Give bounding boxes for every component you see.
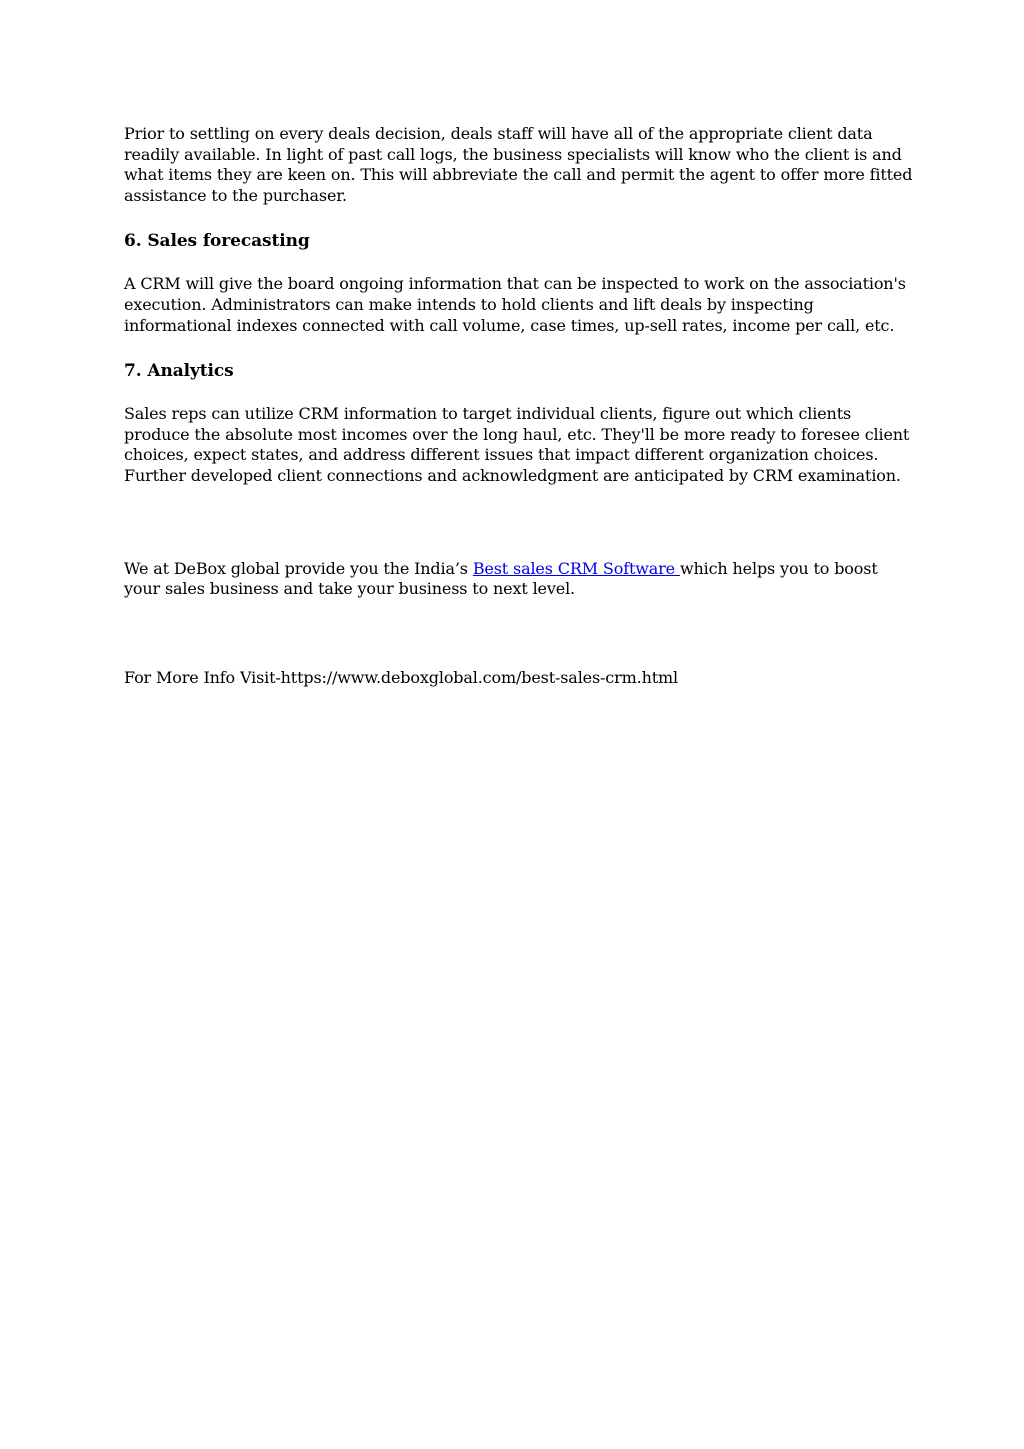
- sales-forecasting-paragraph: A CRM will give the board ongoing information that can be inspected to work on the association's execution. Administrators can make intends to hold clients and lift deals by inspecting informational indexes connected with call volume, case times, up-sell rates, income per call, etc.: [124, 274, 906, 335]
- analytics-paragraph: Sales reps can utilize CRM information to target individual clients, figure out which clients produce the absolute most incomes over the long haul, etc. They'll be more ready to foresee client choices, expect states, and address different issues that impact different organization choices. Further developed client connections and acknowledgment are anticipated by CRM examination.: [124, 404, 910, 485]
- sales-forecasting-heading: 6. Sales forecasting: [124, 231, 310, 252]
- intro-paragraph: Prior to settling on every deals decision, deals staff will have all of the appropriate client data readily available. In light of past call logs, the business specialists will know who the client is and what items they are keen on. This will abbreviate the call and permit the agent to offer more fitted assistance to the purchaser.: [124, 124, 913, 205]
- promo-text-before-link: We at DeBox global provide you the India’s: [124, 558, 473, 578]
- document-page: [124, 124, 914, 688]
- promo-text-after-link: which helps you to boost your sales business and take your business to next level.: [124, 558, 878, 599]
- best-sales-crm-software-link[interactable]: Best sales CRM Software: [472, 558, 680, 578]
- promo-paragraph: [124, 559, 914, 600]
- more-info-line: For More Info Visit-https://www.deboxglobal.com/best-sales-crm.html: [124, 667, 678, 687]
- analytics-heading: 7. Analytics: [124, 361, 234, 382]
